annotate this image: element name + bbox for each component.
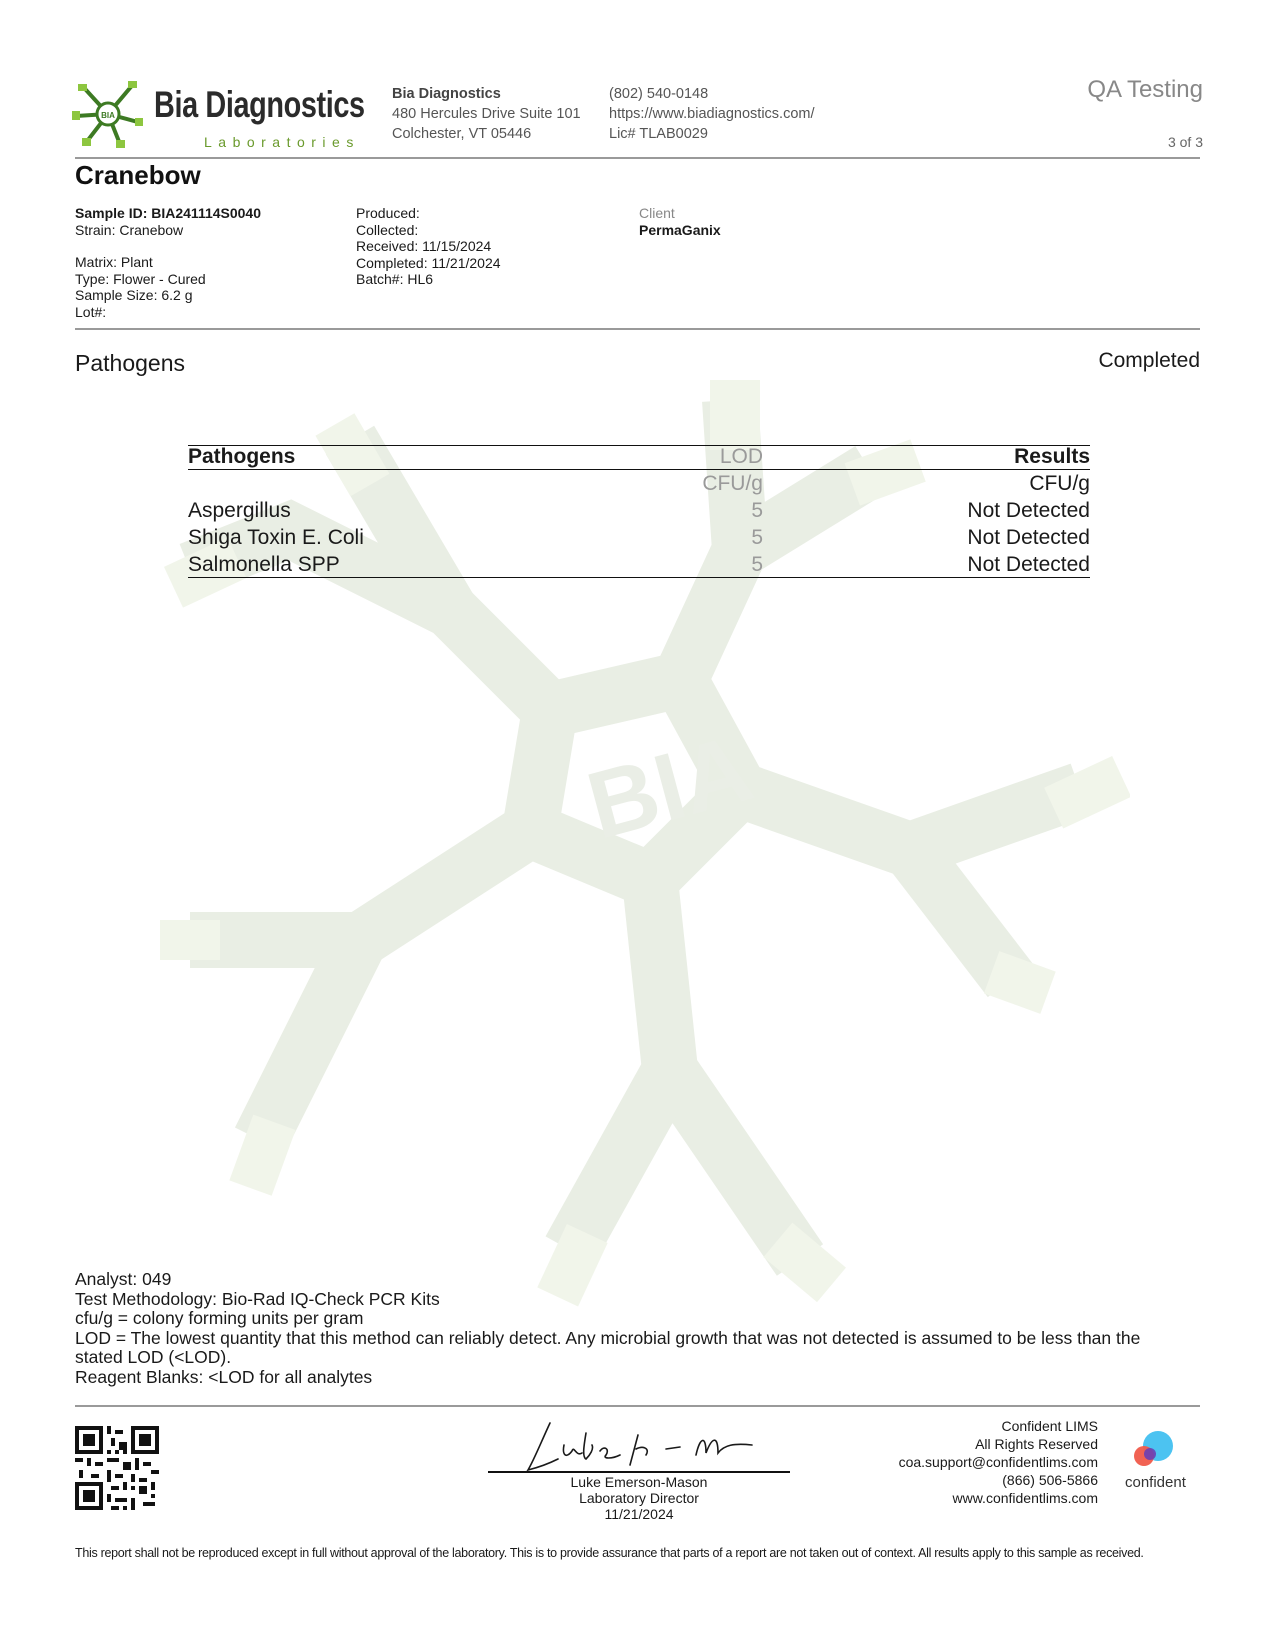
lims-name: Confident LIMS: [1001, 1418, 1098, 1434]
pathogen-result: Not Detected: [967, 499, 1090, 522]
lab-name: Bia Diagnostics: [392, 86, 501, 102]
svg-text:BIA: BIA: [101, 111, 115, 120]
lims-info: [899, 1417, 1098, 1507]
pathogen-result: Not Detected: [967, 553, 1090, 576]
pathogens-table: [188, 445, 1090, 578]
lab-phone: (802) 540-0148: [609, 86, 709, 102]
table-header: [188, 445, 1090, 470]
signature-block: [488, 1474, 790, 1522]
lims-phone: (866) 506-5866: [1002, 1472, 1098, 1488]
sample-id: Sample ID: BIA241114S0040: [75, 205, 262, 221]
qr-code[interactable]: [75, 1426, 159, 1510]
test-methodology: Test Methodology: Bio-Rad IQ-Check PCR Kits: [75, 1288, 440, 1309]
lod-definition: LOD = The lowest quantity that this method can reliably detect. Any microbial growth that was not detected is assumed to be less than the stated LOD (<LOD).: [75, 1327, 1141, 1367]
svg-text:BIA: BIA: [577, 714, 763, 860]
lod-unit: CFU/g: [702, 472, 763, 495]
completed-date: Completed: 11/21/2024: [356, 254, 501, 271]
header-results: Results: [1014, 445, 1090, 468]
client-info: [639, 205, 721, 238]
lims-email[interactable]: coa.support@confidentlims.com: [898, 1454, 1098, 1470]
bia-logo: [72, 78, 365, 153]
collected-date: Collected:: [356, 221, 419, 238]
footer-divider: [75, 1405, 1200, 1407]
signature-line: [488, 1471, 790, 1473]
lims-website[interactable]: www.confidentlims.com: [952, 1490, 1098, 1506]
lab-license: Lic# TLAB0029: [609, 126, 708, 142]
results-unit: CFU/g: [1029, 472, 1090, 495]
pathogen-result: Not Detected: [967, 526, 1090, 549]
cfu-definition: cfu/g = colony forming units per gram: [75, 1308, 364, 1328]
table-row: [188, 497, 1090, 524]
page-number: 3 of 3: [1167, 134, 1203, 150]
strain: Strain: Cranebow: [75, 221, 184, 238]
signer-name: Luke Emerson-Mason: [570, 1474, 708, 1490]
lab-address-line1: 480 Hercules Drive Suite 101: [392, 106, 581, 122]
received-date: Received: 11/15/2024: [356, 238, 492, 254]
pathogen-lod: 5: [751, 553, 763, 576]
method-notes: [75, 1270, 1185, 1387]
director-signature: [520, 1415, 760, 1475]
client-label: Client: [639, 205, 675, 221]
matrix: Matrix: Plant: [75, 254, 153, 270]
logo-subtitle: Laboratories: [204, 134, 360, 150]
pathogen-name: Aspergillus: [188, 499, 291, 522]
header-pathogens: Pathogens: [188, 445, 296, 468]
reagent-blanks: Reagent Blanks: <LOD for all analytes: [75, 1366, 373, 1387]
confident-logo-icon: [1128, 1430, 1180, 1472]
details-divider: [75, 328, 1200, 330]
produced-date: Produced:: [356, 205, 420, 221]
bia-molecule-icon: [72, 78, 144, 150]
pathogen-name: Shiga Toxin E. Coli: [188, 526, 364, 549]
client-name: PermaGanix: [639, 221, 721, 238]
signature-date: 11/21/2024: [604, 1506, 674, 1522]
sample-type: Type: Flower - Cured: [75, 270, 206, 287]
table-row: [188, 551, 1090, 578]
pathogen-name: Salmonella SPP: [188, 553, 340, 576]
sample-dates: [356, 205, 501, 288]
pathogen-lod: 5: [751, 499, 763, 522]
lab-contact: [609, 84, 815, 144]
batch-number: Batch#: HL6: [356, 271, 434, 287]
report-type: QA Testing: [1087, 76, 1203, 103]
logo-name: Bia Diagnostics: [154, 84, 365, 125]
section-status: Completed: [1098, 349, 1200, 372]
analyst: Analyst: 049: [75, 1269, 172, 1289]
lab-address: [392, 84, 581, 144]
confident-wordmark: confident: [1125, 1474, 1186, 1491]
units-row: [188, 470, 1090, 497]
disclaimer: This report shall not be reproduced except in full without approval of the laboratory. This is to provide assurance that parts of a report are not taken out of context. All results apply to this sample as received.: [75, 1546, 1144, 1560]
product-name: Cranebow: [75, 160, 201, 190]
header-lod: LOD: [719, 445, 763, 468]
header-divider: [75, 157, 1200, 159]
lab-address-line2: Colchester, VT 05446: [392, 126, 532, 142]
section-title: Pathogens: [75, 350, 185, 376]
signer-title: Laboratory Director: [579, 1490, 699, 1506]
pathogen-lod: 5: [751, 526, 763, 549]
lot-number: Lot#:: [75, 303, 107, 320]
table-row: [188, 524, 1090, 551]
sample-size: Sample Size: 6.2 g: [75, 287, 193, 303]
lims-rights: All Rights Reserved: [975, 1436, 1098, 1452]
sample-details: [75, 205, 261, 320]
lab-website[interactable]: https://www.biadiagnostics.com/: [609, 106, 815, 122]
